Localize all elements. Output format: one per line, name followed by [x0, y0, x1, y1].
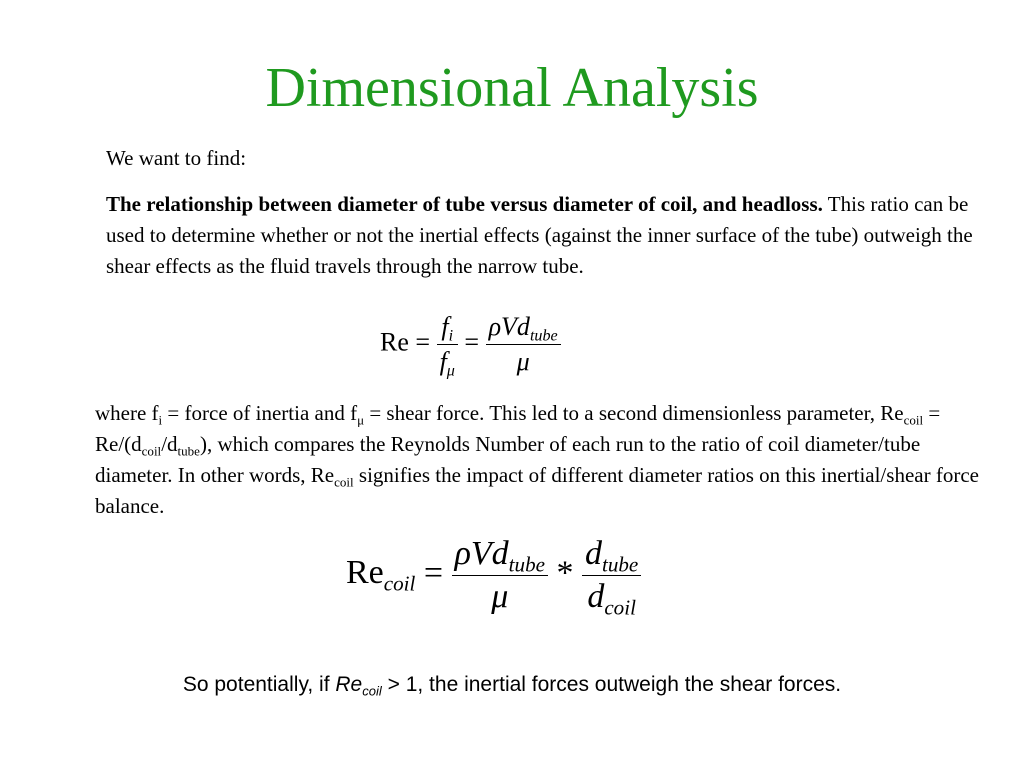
eq2-den2-text: d: [587, 578, 605, 615]
where-t2: = force of inertia and f: [162, 401, 358, 425]
where-t7: signifies the impact of different diameter ratios on this inertial/shear force balance.: [95, 463, 979, 518]
where-s1: i: [158, 412, 163, 428]
where-t6: ), which compares the Reynolds Number of each run to the ratio of coil diameter/tube diameter. In other words, Re: [95, 432, 921, 487]
eq1-num2-sub: tube: [529, 327, 558, 345]
conclusion-before: So potentially, if: [182, 673, 336, 696]
eq2-num1-text: ρVd: [454, 535, 509, 572]
conclusion-re-text: Re: [335, 673, 363, 696]
eq1-lhs: Re: [380, 327, 409, 357]
where-s5: tube: [177, 443, 200, 459]
eq1-equals-1: =: [415, 327, 431, 357]
where-s4: coil: [141, 443, 162, 459]
where-t5: /d: [161, 432, 178, 456]
relationship-paragraph: [106, 189, 986, 282]
where-t1: where f: [95, 401, 159, 425]
eq2-times: *: [556, 554, 574, 592]
eq2-equals: =: [423, 554, 444, 592]
inertia-shear-fraction: [437, 312, 458, 380]
eq1-equals-2: =: [464, 327, 480, 357]
relationship-body: This ratio can be used to determine whether or not the inertial effects (against the inner surface of the tube) outweigh the shear effects as the fluid travels through the narrow tube.: [106, 192, 973, 278]
eq2-num2-text: d: [584, 535, 602, 572]
eq1-num1: [437, 312, 458, 345]
where-s2: μ: [357, 412, 365, 428]
conclusion-re-sub: coil: [362, 683, 382, 699]
intro-text: We want to find:: [106, 146, 247, 170]
eq1-num2-text: ρVd: [488, 312, 530, 341]
coil-reynolds-equation: [346, 535, 641, 620]
eq1-den1-text: f: [439, 347, 447, 376]
eq1-num2: [486, 312, 561, 345]
eq2-num1-sub: tube: [508, 552, 545, 577]
definition-paragraph: [95, 398, 985, 522]
slide-title: Dimensional Analysis: [265, 57, 759, 119]
reynolds-equation: [380, 312, 561, 380]
eq1-den2: μ: [516, 347, 530, 376]
where-t4: = Re/(d: [95, 401, 941, 456]
eq2-num2-sub: tube: [601, 552, 639, 577]
eq1-num1-text: f: [441, 312, 449, 341]
where-s3: coil: [903, 412, 924, 428]
eq2-num1: [452, 535, 548, 576]
eq1-den1-sub: μ: [446, 362, 455, 380]
eq1-den1: [437, 345, 458, 380]
eq2-den2-sub: coil: [604, 595, 636, 620]
conclusion-text: [0, 673, 1024, 697]
where-t3: = shear force. This led to a second dimensionless parameter, Re: [364, 401, 904, 425]
conclusion-re: [335, 673, 382, 699]
diameter-ratio-fraction: [582, 535, 641, 620]
where-s6: coil: [334, 474, 354, 490]
eq2-lhs: [346, 554, 416, 596]
conclusion-after: > 1, the inertial forces outweigh the shear forces.: [381, 673, 842, 696]
eq2-reynolds-fraction: [452, 535, 548, 616]
reynolds-fraction: [486, 312, 561, 377]
eq2-den1: μ: [491, 578, 509, 615]
relationship-heading: The relationship between diameter of tube versus diameter of coil, and headloss.: [106, 192, 823, 216]
eq2-num2: [582, 535, 641, 576]
eq2-lhs-text: Re: [346, 554, 384, 592]
eq2-lhs-sub: coil: [383, 571, 416, 596]
eq2-den2: [582, 576, 641, 620]
eq1-num1-sub: i: [448, 327, 454, 345]
